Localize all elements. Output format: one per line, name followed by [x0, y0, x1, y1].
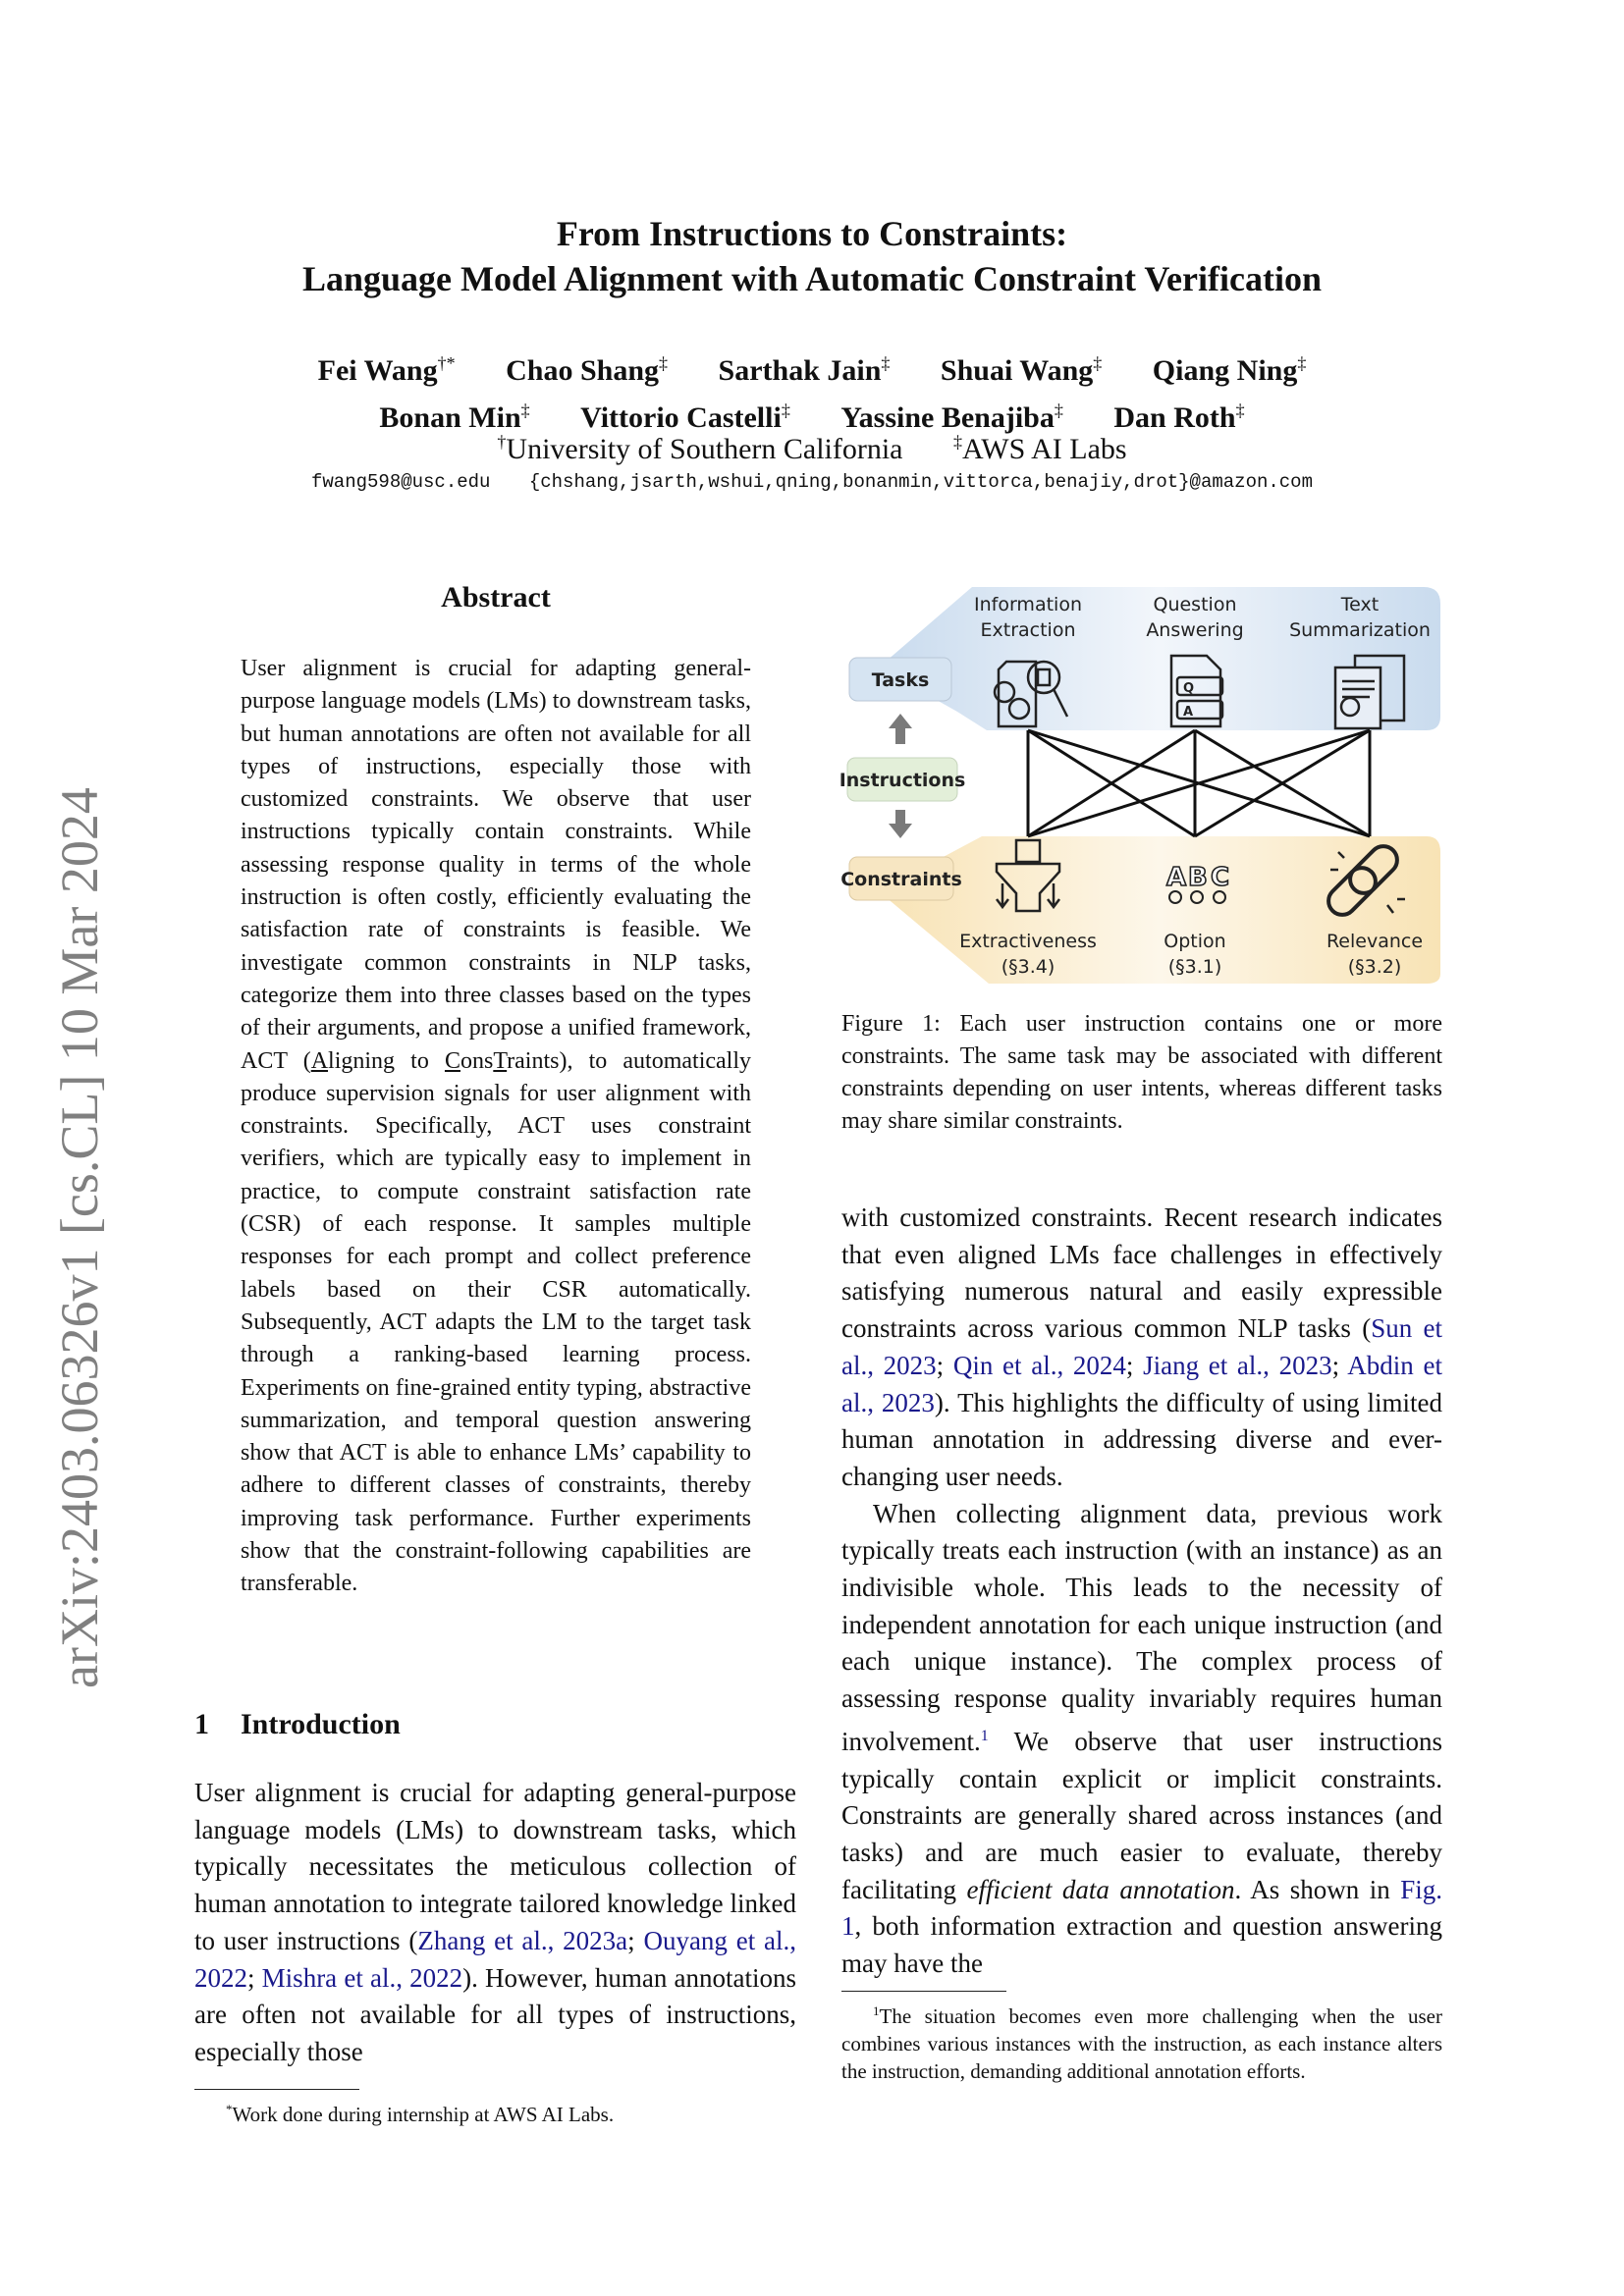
svg-text:Summarization: Summarization	[1289, 619, 1431, 641]
svg-text:B: B	[1188, 863, 1208, 892]
figure-1	[839, 579, 1443, 991]
intro-paragraph-1: User alignment is crucial for adapting general-purpose language models (LMs) to downstream tasks, which typically necessitates the meticulous collection of human annotation to integrate tailored knowledge linked to user instructions (Zhang et al., 2023a; Ouyang et al., 2022; Mishra et al., 2022). However, human annotations are often not available for all types of instructions, especially those	[194, 1778, 796, 2066]
citation-link[interactable]: Mishra et al., 2022	[261, 1962, 463, 1993]
footnote-left: *Work done during internship at AWS AI Labs.	[226, 2102, 615, 2126]
svg-text:A: A	[1166, 863, 1187, 892]
author-row-1	[0, 344, 1624, 391]
paper-title	[0, 211, 1624, 301]
email: fwang598@usc.edu	[311, 471, 491, 493]
arrow-up-icon	[889, 714, 912, 744]
footnote-right: $^1$The situation becomes even more challenging when the user combines various instances with the instruction, as each instance alters the instruction, demanding additional annotation efforts.	[841, 2003, 1442, 2083]
citation-link[interactable]: Ouyang et al., 2022	[194, 1925, 796, 1993]
svg-text:Option: Option	[1164, 931, 1226, 952]
email: {chshang,jsarth,wshui,qning,bonanmin,vittorca,benajiy,drot}@amazon.com	[528, 471, 1313, 493]
citation-link[interactable]: Qin et al., 2024	[952, 1350, 1126, 1380]
svg-text:(§3.2): (§3.2)	[1347, 956, 1402, 978]
svg-text:(§3.1): (§3.1)	[1167, 956, 1222, 978]
svg-text:Extraction: Extraction	[980, 619, 1076, 641]
author: Yassine Benajiba‡	[840, 400, 1063, 434]
abstract-body: User alignment is crucial for adapting general-purpose language models (LMs) to downstream tasks, but human annotations are often not available for all types of instructions, especially those with customized constraints. We observe that user instructions typically contain constraints. While assessing response quality in terms of the whole instruction is often costly, efficiently evaluating the satisfaction rate of constraints is feasible. We investigate common constraints in NLP tasks, categorize them into three classes based on the types of their arguments, and propose a unified framework, ACT (Aligning to ConsTraints), to automatically produce supervision signals for user alignment with constraints. Specifically, ACT uses constraint verifiers, which are typically easy to implement in practice, to compute constraint satisfaction rate (CSR) of each response. It samples multiple responses for each prompt and collect preference labels based on their CSR automatically. Subsequently, ACT adapts the LM to the target task through a ranking-based learning process. Experiments on fine-grained entity typing, abstractive summarization, and temporal question answering show that ACT is able to enhance LMs’ capability to adhere to different classes of constraints, thereby improving task performance. Further experiments show that the constraint-following capabilities are transferable.	[241, 656, 751, 1597]
svg-text:Text: Text	[1340, 594, 1380, 615]
citation-link[interactable]: Jiang et al., 2023	[1143, 1350, 1332, 1380]
author-emails	[0, 471, 1624, 493]
footnote-ref[interactable]: 1	[980, 1727, 989, 1744]
title-line-1: From Instructions to Constraints:	[556, 214, 1068, 253]
svg-text:Extractiveness: Extractiveness	[959, 931, 1097, 952]
affiliations	[0, 422, 1624, 469]
author: Fei Wang†*	[317, 353, 456, 387]
affiliation: †University of Southern California	[497, 432, 903, 465]
citation-link[interactable]: Zhang et al., 2023a	[417, 1925, 628, 1955]
svg-text:Relevance: Relevance	[1326, 931, 1424, 952]
tasks-box	[849, 658, 951, 701]
instructions-box	[839, 758, 965, 801]
author: Chao Shang‡	[506, 353, 669, 387]
section-heading-introduction: 1 Introduction	[194, 1708, 401, 1740]
abstract-heading: Abstract	[441, 581, 551, 614]
svg-text:Answering: Answering	[1146, 619, 1244, 641]
svg-text:Q: Q	[1183, 681, 1195, 696]
citation-link[interactable]: Abdin et al., 2023	[841, 1350, 1442, 1417]
author: Shuai Wang‡	[940, 353, 1103, 387]
footnote-divider	[841, 1991, 1006, 1992]
svg-text:Instructions: Instructions	[839, 770, 966, 791]
citation-link[interactable]: Sun et al., 2023	[841, 1313, 1442, 1380]
arxiv-stamp: arXiv:2403.06326v1 [cs.CL] 10 Mar 2024	[50, 787, 109, 1688]
intro-paragraph-2: When collecting alignment data, previous work typically treats each instruction (with an instance) as an indivisible whole. This leads to the necessity of independent annotation for each unique instruction (and each unique instance). The complex process of assessing response quality invariably requires human involvement.$^1$ We observe that user instructions typically contain explicit or implicit constraints. Constraints are generally shared across instances (and tasks) and are much easier to evaluate, thereby facilitating efficient data annotation. As shown in Fig. 1, both information extraction and question answering may have the	[841, 1498, 1443, 1979]
author: Vittorio Castelli‡	[580, 400, 790, 434]
figure-ref-link[interactable]: Fig. 1	[841, 1874, 1443, 1942]
arrow-down-icon	[889, 810, 912, 838]
svg-text:(§3.4): (§3.4)	[1001, 956, 1056, 978]
author: Sarthak Jain‡	[718, 353, 891, 387]
svg-text:C: C	[1211, 863, 1230, 892]
svg-text:Tasks: Tasks	[871, 669, 930, 691]
title-line-2: Language Model Alignment with Automatic Constraint Verification	[301, 259, 1322, 298]
author: Bonan Min‡	[379, 400, 530, 434]
task-constraint-edges	[1028, 730, 1370, 836]
affiliation: ‡AWS AI Labs	[953, 432, 1127, 465]
svg-text:Question: Question	[1153, 594, 1237, 615]
author: Dan Roth‡	[1113, 400, 1245, 434]
svg-text:Information: Information	[974, 594, 1082, 615]
author: Qiang Ning‡	[1152, 353, 1307, 387]
footnote-divider	[194, 2089, 359, 2090]
figure-caption: Figure 1: Each user instruction contains one or more constraints. The same task may be associated with different constraints depending on user intents, whereas different tasks may share similar constraints.	[841, 1011, 1442, 1134]
svg-text:Constraints: Constraints	[840, 869, 962, 890]
svg-text:A: A	[1183, 705, 1194, 720]
intro-right-column	[841, 1200, 1442, 1983]
constraints-box	[840, 857, 962, 900]
intro-paragraph-1-continued: with customized constraints. Recent research indicates that even aligned LMs face challenges in effectively satisfying numerous natural and easily expressible constraints across various common NLP tasks (Sun et al., 2023; Qin et al., 2024; Jiang et al., 2023; Abdin et al., 2023). This highlights the difficulty of using limited human annotation in addressing diverse and ever-changing user needs.	[841, 1202, 1442, 1491]
